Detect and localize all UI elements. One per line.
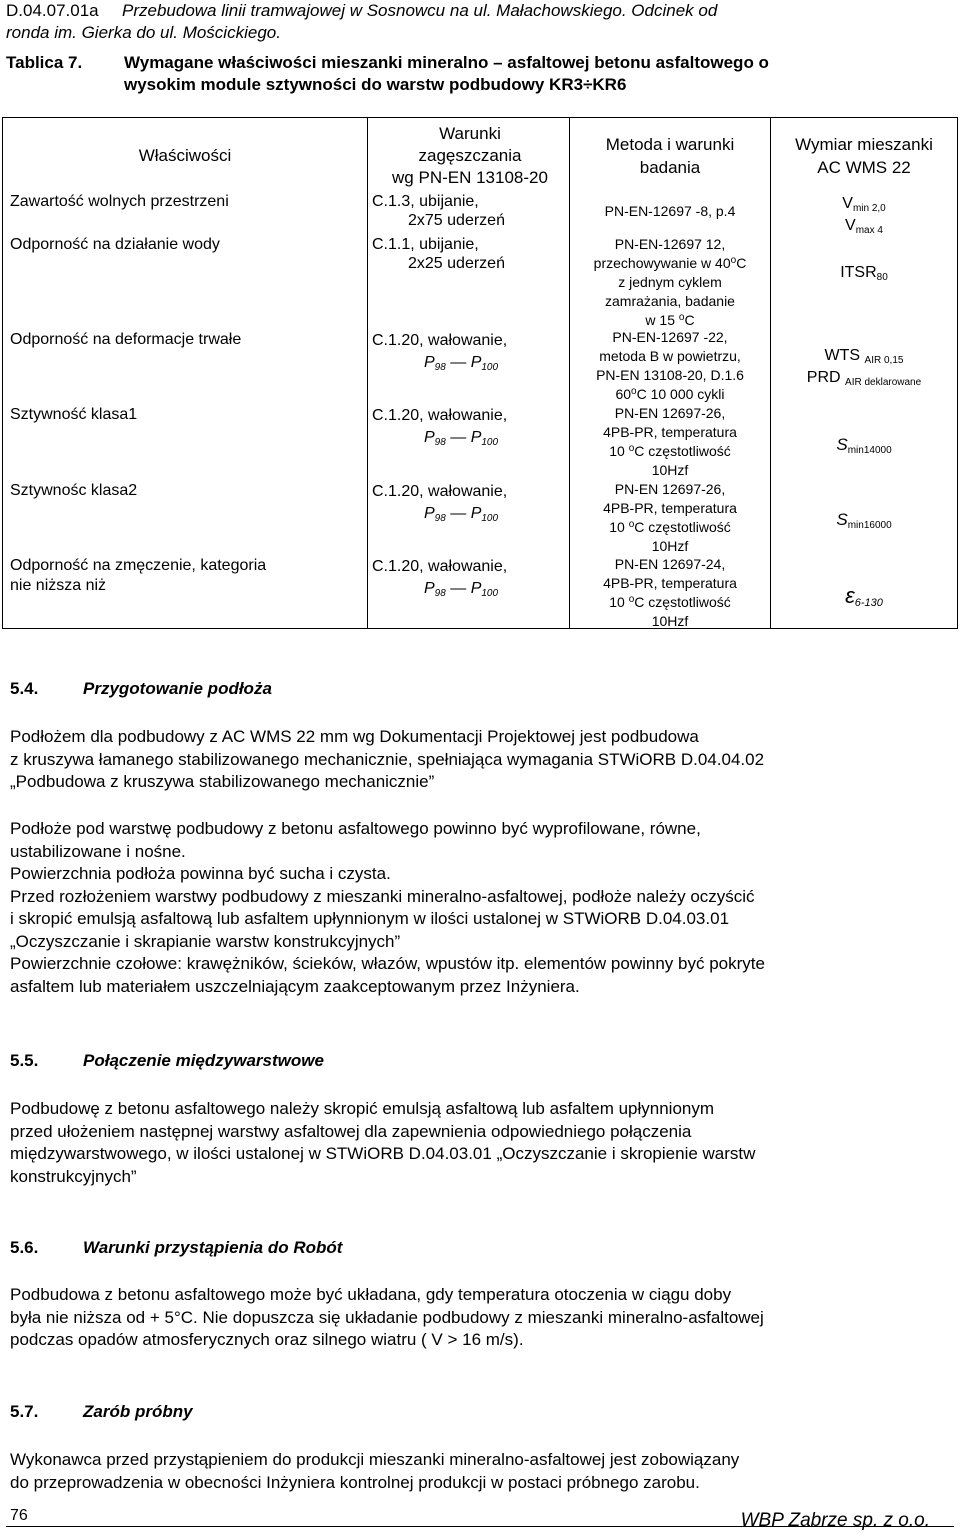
param-dash: — <box>450 505 467 522</box>
text-line: do przeprowadzenia w obecności Inżyniera kontrolnej produkcji w postaci próbnego zarobu. <box>10 1472 700 1492</box>
row-dimension <box>772 193 956 237</box>
text-line: Podłoże pod warstwę podbudowy z betonu asfaltowego powinno być wyprofilowane, równe, <box>10 819 701 838</box>
row-method <box>570 235 770 330</box>
dim-symbol: S <box>836 435 848 454</box>
table-caption <box>6 52 769 94</box>
row-dimension <box>772 263 956 282</box>
degree-mark: o <box>678 312 685 323</box>
header-mixture-dimension <box>772 133 956 179</box>
text-line: asfaltem lub materiałem uszczelniającym zaakceptowanym przez Inżyniera. <box>10 976 580 996</box>
text-line: „Oczyszczanie i skrapianie warstw konstrukcyjnych” <box>10 931 401 951</box>
text-line: Podłożem dla podbudowy z AC WMS 22 mm wg Dokumentacji Projektowej jest podbudowa <box>10 727 699 746</box>
method-line: 10 <box>609 519 625 535</box>
row-condition-l1: C.1.3, ubijanie, <box>372 193 479 210</box>
method-line: zamrażania, badanie <box>605 293 735 309</box>
header-properties: Właściwości <box>138 146 232 165</box>
section-title: Połączenie międzywarstwowe <box>83 1051 324 1070</box>
dim-symbol: S <box>836 510 848 529</box>
text-line: z kruszywa łamanego stabilizowanego mechanicznie, spełniająca wymagania STWiORB D.04.04.02 <box>10 749 765 769</box>
section-title: Warunki przystąpienia do Robót <box>83 1238 343 1257</box>
text-line: międzywarstwowego, w ilości ustalonej w STWiORB D.04.03.01 „Oczyszczanie i skropienie warstw <box>10 1144 756 1163</box>
method-line: PN-EN 13108-20, D.1.6 <box>596 367 744 383</box>
header-compaction <box>370 123 570 189</box>
header-dimension-l1: Wymiar mieszanki <box>795 135 933 154</box>
row-method <box>570 555 770 631</box>
section-number: 5.4. <box>10 679 39 698</box>
method-line: 4PB-PR, temperatura <box>603 500 737 516</box>
header-compaction-l2: zagęszczania <box>418 146 522 165</box>
text-line: konstrukcyjnych” <box>10 1166 137 1186</box>
section-number: 5.5. <box>10 1051 39 1070</box>
text-line: Podbudowa z betonu asfaltowego może być układana, gdy temperatura otoczenia w ciągu doby <box>10 1285 732 1304</box>
text-line: Przed rozłożeniem warstwy podbudowy z mieszanki mineralno-asfaltowej, podłoże należy oczyścić <box>10 886 755 906</box>
method-line: metoda B w powietrzu, <box>599 348 741 364</box>
row-property: Sztywność klasa1 <box>10 406 138 423</box>
param-subscript: 100 <box>481 513 499 524</box>
param-subscript: 98 <box>434 588 446 599</box>
param-dash: — <box>450 580 467 597</box>
dim-subscript: max 4 <box>855 225 883 236</box>
degree-mark: o <box>628 443 635 454</box>
row-condition-l1: C.1.20, wałowanie, <box>372 483 508 500</box>
text-line: Wykonawca przed przystąpieniem do produkcji mieszanki mineralno-asfaltowej jest zobowiązany <box>10 1450 740 1469</box>
company-name: WBP Zabrze sp. z o.o. <box>740 1510 930 1531</box>
row-property: Zawartość wolnych przestrzeni <box>10 193 229 210</box>
dim-subscript: min14000 <box>847 445 892 456</box>
method-line: 10 <box>609 594 625 610</box>
method-line: C 10 000 cykli <box>636 386 725 402</box>
row-condition-l2: 2x75 uderzeń <box>408 212 505 229</box>
table-number: Tablica 7. <box>6 53 83 72</box>
epsilon-symbol: ε <box>845 583 855 608</box>
param-p98: P <box>424 429 435 446</box>
row-condition <box>372 330 507 374</box>
dim-subscript: 80 <box>876 272 888 283</box>
row-condition-l1: C.1.1, ubijanie, <box>372 236 479 253</box>
param-dash: — <box>450 354 467 371</box>
row-condition <box>372 192 505 230</box>
method-line: C <box>736 255 747 271</box>
section-heading <box>10 1401 193 1423</box>
degree-mark: o <box>628 594 635 605</box>
section-paragraph <box>10 1284 940 1352</box>
method-line: PN-EN-12697 12, <box>614 236 726 252</box>
method-line: 4PB-PR, temperatura <box>603 424 737 440</box>
param-p100: P <box>470 354 482 371</box>
text-line: przed ułożeniem następnej warstwy asfaltowej dla zapewnienia odpowiedniego połączenia <box>10 1121 692 1141</box>
dim-subscript: 6-130 <box>854 597 883 609</box>
section-paragraph <box>10 1098 940 1188</box>
dim-subscript: AIR deklarowane <box>845 377 922 388</box>
row-method <box>570 404 770 480</box>
section-heading <box>10 1050 324 1072</box>
dim-symbol: WTS <box>824 347 861 364</box>
param-p100: P <box>470 580 482 597</box>
degree-mark: o <box>631 386 637 397</box>
header-compaction-l3: wg PN-EN 13108-20 <box>392 168 548 187</box>
param-subscript: 98 <box>434 437 446 448</box>
table-caption-line1: Wymagane właściwości mieszanki mineralno – asfaltowej betonu asfaltowego o <box>124 53 769 72</box>
param-p98: P <box>424 580 435 597</box>
row-method: PN-EN-12697 -8, p.4 <box>604 203 736 219</box>
dim-symbol: V <box>842 195 853 212</box>
method-line: 10Hzf <box>651 462 689 478</box>
param-subscript: 98 <box>434 513 446 524</box>
row-dimension <box>772 510 956 529</box>
header-compaction-l1: Warunki <box>439 124 501 143</box>
text-line: Powierzchnia podłoża powinna być sucha i czysta. <box>10 864 391 883</box>
section-title: Zarób próbny <box>83 1402 193 1421</box>
dim-symbol: ITSR <box>840 264 877 281</box>
table-caption-line2: wysokim module sztywności do warstw podbudowy KR3÷KR6 <box>124 75 627 94</box>
dim-subscript: min 2,0 <box>852 203 886 214</box>
method-line: PN-EN-12697 -22, <box>612 329 728 345</box>
section-number: 5.6. <box>10 1238 39 1257</box>
page-header <box>6 0 717 44</box>
method-line: C częstotliwość <box>634 443 731 459</box>
row-dimension <box>772 435 956 454</box>
table-column-divider <box>367 117 368 629</box>
param-dash: — <box>450 429 467 446</box>
param-subscript: 100 <box>481 437 499 448</box>
param-subscript: 100 <box>481 362 499 373</box>
row-property-l2: nie niższa niż <box>10 577 107 594</box>
row-condition-l1: C.1.20, wałowanie, <box>372 407 508 424</box>
header-method-l2: badania <box>639 158 701 177</box>
method-line: w 15 <box>645 312 675 328</box>
text-line: Podbudowę z betonu asfaltowego należy skropić emulsją asfaltową lub asfaltem upłynnionym <box>10 1099 715 1118</box>
section-title: Przygotowanie podłoża <box>83 679 272 698</box>
section-paragraph <box>10 1449 940 1494</box>
table-column-divider <box>770 117 771 629</box>
method-line: 10Hzf <box>651 613 689 629</box>
method-line: z jednym cyklem <box>618 274 722 290</box>
degree-mark: o <box>730 255 737 266</box>
dim-subscript: AIR 0,15 <box>864 355 904 366</box>
row-dimension <box>772 345 956 389</box>
section-heading <box>10 678 272 700</box>
text-line: ustabilizowane i nośne. <box>10 841 186 861</box>
method-line: PN-EN 12697-26, <box>614 481 726 497</box>
method-line: C <box>684 312 695 328</box>
row-condition-l2: 2x25 uderzeń <box>408 255 505 272</box>
row-property <box>10 556 266 596</box>
header-title-line2: ronda im. Gierka do ul. Mościckiego. <box>6 23 281 42</box>
row-method <box>570 328 770 404</box>
method-line: 4PB-PR, temperatura <box>603 575 737 591</box>
method-line: 10Hzf <box>651 538 689 554</box>
text-line: i skropić emulsją asfaltową lub asfaltem upłynnionym w ilości ustalonej w STWiORB D.04.03.01 <box>10 909 730 928</box>
param-p98: P <box>424 505 435 522</box>
row-condition <box>372 481 507 525</box>
param-subscript: 98 <box>434 362 446 373</box>
dim-symbol: PRD <box>806 369 841 386</box>
header-method-l1: Metoda i warunki <box>605 135 735 154</box>
method-line: C częstotliwość <box>634 519 731 535</box>
method-line: 10 <box>609 443 625 459</box>
row-method <box>570 480 770 556</box>
section-heading <box>10 1237 342 1259</box>
text-line: była nie niższa od + 5°C. Nie dopuszcza się układanie podbudowy z mieszanki mineralno-asfaltowej <box>10 1307 764 1327</box>
row-dimension <box>772 583 956 609</box>
method-line: 60 <box>615 386 632 402</box>
dim-subscript: min16000 <box>847 520 892 531</box>
method-line: C częstotliwość <box>634 594 731 610</box>
row-condition <box>372 235 505 273</box>
param-subscript: 100 <box>481 588 499 599</box>
header-title-line1: Przebudowa linii tramwajowej w Sosnowcu na ul. Małachowskiego. Odcinek od <box>122 1 718 20</box>
header-method <box>570 133 770 179</box>
section-number: 5.7. <box>10 1402 39 1421</box>
row-property: Odporność na deformacje trwałe <box>10 331 242 348</box>
section-paragraph <box>10 726 940 794</box>
row-property: Odporność na działanie wody <box>10 236 220 253</box>
row-property: Sztywnośc klasa2 <box>10 482 138 499</box>
row-condition-l1: C.1.20, wałowanie, <box>372 332 508 349</box>
method-line: PN-EN 12697-26, <box>614 405 726 421</box>
row-condition <box>372 556 507 600</box>
section-paragraph <box>10 818 940 998</box>
param-p100: P <box>470 505 482 522</box>
row-condition-l1: C.1.20, wałowanie, <box>372 558 508 575</box>
row-condition <box>372 405 507 449</box>
spec-code: D.04.07.01a <box>6 1 99 20</box>
param-p100: P <box>470 429 482 446</box>
method-line: PN-EN 12697-24, <box>614 556 726 572</box>
text-line: „Podbudowa z kruszywa stabilizowanego mechanicznie” <box>10 772 435 791</box>
dim-symbol: V <box>845 217 856 234</box>
text-line: Powierzchnie czołowe: krawężników, ścieków, włazów, wpustów itp. elementów powinny być pokryte <box>10 954 765 973</box>
degree-mark: o <box>628 519 635 530</box>
header-dimension-l2: AC WMS 22 <box>817 158 911 177</box>
row-property-l1: Odporność na zmęczenie, kategoria <box>10 557 267 574</box>
method-line: przechowywanie w 40 <box>593 255 731 271</box>
text-line: podczas opadów atmosferycznych oraz silnego wiatru ( V > 16 m/s). <box>10 1330 524 1349</box>
page-number: 76 <box>10 1507 28 1524</box>
param-p98: P <box>424 354 435 371</box>
